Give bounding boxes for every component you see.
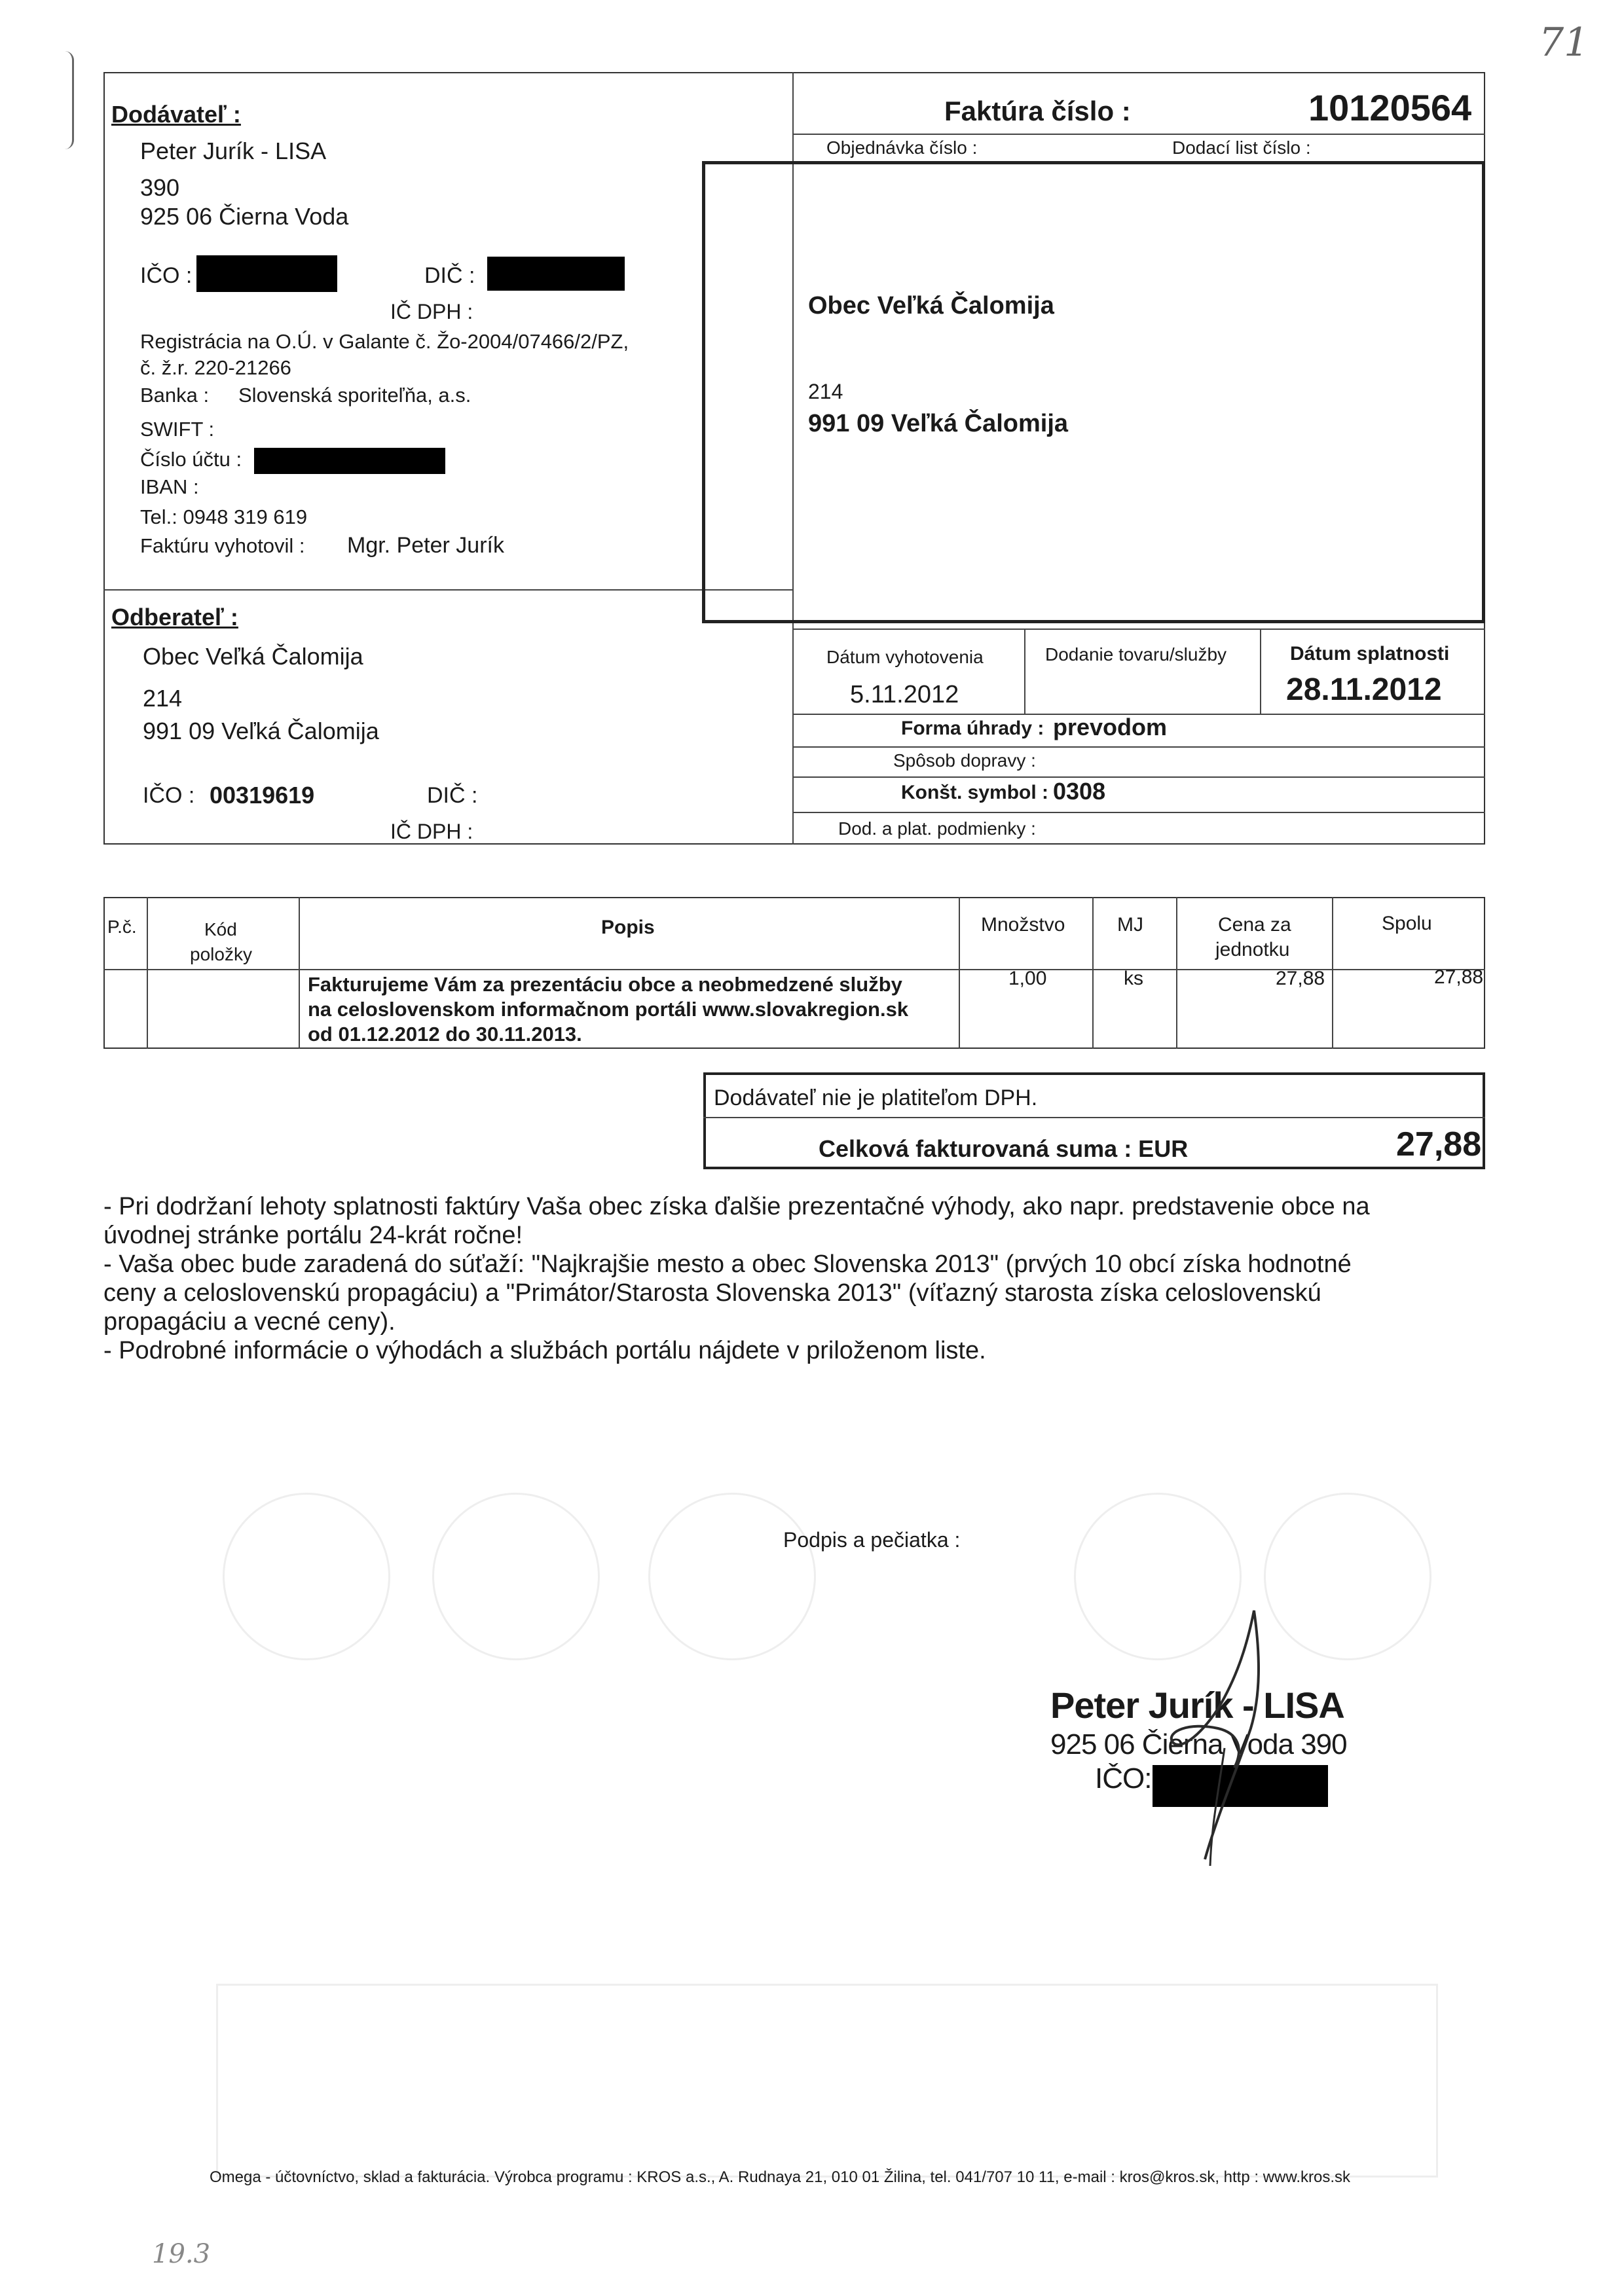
item-description: Fakturujeme Vám za prezentáciu obce a neobmedzené služby: [308, 973, 902, 996]
supplier-issued-by-value: Mgr. Peter Jurík: [347, 533, 504, 558]
supplier-tel: Tel.: 0948 319 619: [140, 505, 308, 528]
footer-text: Omega - účtovníctvo, sklad a fakturácia. Výrobca programu : KROS a.s., A. Rudnaya 21, 010 01 Žilina, tel. 041/707 10 11, e-mail : kros@kros.sk, http : www.kros.sk: [210, 2168, 1351, 2186]
customer-name: Obec Veľká Čalomija: [143, 643, 363, 670]
payment-form-label: Forma úhrady :: [901, 718, 1044, 739]
total-value: 27,88: [1396, 1125, 1482, 1163]
redacted-account: [254, 448, 445, 474]
customer-ic-dph-label: IČ DPH :: [390, 820, 473, 843]
const-symbol-line: [792, 812, 1485, 813]
delivery-date-label: Dodanie tovaru/služby: [1045, 644, 1227, 665]
header-unit-price-2: jednotku: [1215, 939, 1290, 960]
note-line-4: ceny a celoslovenskú propagáciu) a "Primátor/Starosta Slovenska 2013" (víťazný starosta získa celoslovenskú: [103, 1279, 1321, 1307]
customer-street: 214: [143, 685, 183, 712]
dates-top-line: [792, 629, 1485, 630]
terms-label: Dod. a plat. podmienky :: [838, 818, 1036, 839]
binding-mark: [63, 51, 74, 149]
address-window-name: Obec Veľká Čalomija: [808, 292, 1054, 319]
supplier-iban-label: IBAN :: [140, 475, 199, 498]
customer-ico-label: IČO :: [143, 783, 195, 808]
col-divider-unit: [1176, 897, 1177, 1049]
payment-form-value: prevodom: [1053, 714, 1168, 740]
bottom-mark: 19.3: [152, 2239, 211, 2269]
background-box: [216, 1984, 1438, 2178]
transport-line: [792, 776, 1485, 778]
background-circle: [223, 1493, 390, 1660]
supplier-bank-value: Slovenská sporiteľňa, a.s.: [238, 384, 471, 407]
total-label: Celková fakturovaná suma : EUR: [819, 1135, 1189, 1162]
delivery-note-label: Dodací list číslo :: [1172, 137, 1311, 158]
header-quantity: Množstvo: [981, 914, 1065, 936]
note-line-3: - Vaša obec bude zaradená do súťaží: "Najkrajšie mesto a obec Slovenska 2013" (prvých 10 obcí získa hodnotné: [103, 1250, 1352, 1278]
background-circle: [432, 1493, 600, 1660]
dates-divider-1: [1024, 629, 1025, 714]
supplier-city: 925 06 Čierna Voda: [140, 203, 349, 230]
handwritten-signature: [1126, 1597, 1297, 1872]
item-unit: ks: [1124, 968, 1143, 989]
stamp-address: 925 06 Čierna Voda 390: [1050, 1728, 1347, 1760]
supplier-dic-label: DIČ :: [424, 263, 475, 288]
const-symbol-value: 0308: [1053, 778, 1106, 805]
due-date-value: 28.11.2012: [1286, 672, 1442, 707]
note-line-2: úvodnej stránke portálu 24-krát ročne!: [103, 1222, 523, 1249]
issue-date-value: 5.11.2012: [850, 681, 959, 708]
col-divider-price: [1332, 897, 1333, 1049]
customer-dic-label: DIČ :: [427, 783, 478, 808]
const-symbol-label: Konšt. symbol :: [901, 782, 1049, 803]
payment-line: [792, 746, 1485, 748]
item-description-2: na celoslovenskom informačnom portáli www.slovakregion.sk: [308, 998, 909, 1021]
note-line-5: propagáciu a vecné ceny).: [103, 1308, 396, 1336]
address-window-city: 991 09 Veľká Čalomija: [808, 410, 1069, 437]
header-description: Popis: [601, 917, 655, 938]
header-unit: MJ: [1117, 914, 1143, 936]
order-number-label: Objednávka číslo :: [826, 137, 978, 158]
signature-label: Podpis a pečiatka :: [783, 1528, 961, 1552]
note-line-1: - Pri dodržaní lehoty splatnosti faktúry Vaša obec získa ďalšie prezentačné výhody, ako napr. predstavenie obce na: [103, 1193, 1370, 1220]
background-circle: [648, 1493, 816, 1660]
header-pc: P.č.: [107, 917, 137, 937]
redacted-ico: [196, 255, 337, 292]
col-divider-desc: [959, 897, 960, 1049]
col-divider-pc: [147, 897, 148, 1049]
supplier-customer-divider: [103, 589, 792, 591]
invoice-number: 10120564: [1308, 87, 1472, 128]
stamp-name: Peter Jurík - LISA: [1050, 1685, 1344, 1726]
header-total: Spolu: [1382, 913, 1432, 934]
supplier-issued-by-label: Faktúru vyhotovil :: [140, 534, 305, 557]
supplier-ico-label: IČO :: [140, 263, 193, 288]
col-divider-code: [299, 897, 300, 1049]
vat-note: Dodávateľ nie je platiteľom DPH.: [714, 1085, 1038, 1110]
customer-heading: Odberateľ :: [111, 604, 238, 630]
note-line-6: - Podrobné informácie o výhodách a službách portálu nájdete v priloženom liste.: [103, 1337, 986, 1364]
supplier-name: Peter Jurík - LISA: [140, 137, 327, 164]
supplier-swift-label: SWIFT :: [140, 418, 215, 441]
item-description-3: od 01.12.2012 do 30.11.2013.: [308, 1023, 582, 1046]
stamp-ico-label: IČO:: [1095, 1762, 1152, 1795]
item-total: 27,88: [1434, 966, 1484, 988]
item-quantity: 1,00: [1008, 968, 1047, 989]
issue-date-label: Dátum vyhotovenia: [826, 647, 984, 667]
header-unit-price: Cena za: [1218, 914, 1291, 936]
due-date-label: Dátum splatnosti: [1290, 643, 1450, 665]
customer-ico-value: 00319619: [210, 782, 315, 809]
address-window-street: 214: [808, 380, 843, 403]
supplier-heading: Dodávateľ :: [111, 101, 241, 128]
supplier-ic-dph-label: IČ DPH :: [390, 300, 473, 323]
invoice-number-underline: [792, 134, 1485, 135]
header-code: Kód: [204, 919, 237, 939]
corner-mark: 71: [1539, 20, 1589, 65]
item-unit-price: 27,88: [1276, 968, 1325, 989]
supplier-bank-label: Banka :: [140, 384, 210, 407]
col-divider-qty: [1092, 897, 1094, 1049]
customer-city: 991 09 Veľká Čalomija: [143, 718, 379, 744]
redacted-dic: [487, 257, 625, 291]
supplier-account-label: Číslo účtu :: [140, 448, 242, 471]
dates-divider-2: [1260, 629, 1261, 714]
supplier-street: 390: [140, 174, 180, 201]
totals-divider: [703, 1117, 1485, 1118]
supplier-registration-2: č. ž.r. 220-21266: [140, 356, 291, 379]
header-code-2: položky: [190, 944, 252, 964]
transport-label: Spôsob dopravy :: [893, 750, 1036, 771]
invoice-title: Faktúra číslo :: [944, 96, 1131, 126]
supplier-registration: Registrácia na O.Ú. v Galante č. Žo-2004/07466/2/PZ,: [140, 330, 629, 353]
